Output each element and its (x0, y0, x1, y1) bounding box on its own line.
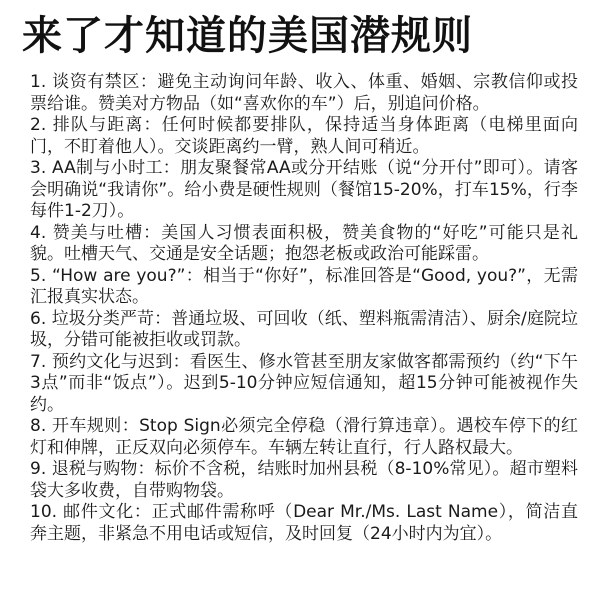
list-item-rule-1: 1. 谈资有禁区：避免主动询问年龄、收入、体重、婚姻、宗教信仰或投票给谁。赞美对方物品（如“喜欢你的车”）后，别追问价格。 (30, 72, 578, 114)
list-item-rule-8: 8. 开车规则：Stop Sign必须完全停稳（滑行算违章）。遇校车停下的红灯和伸牌，正反双向必须停车。车辆左转让直行，行人路权最大。 (30, 416, 578, 458)
list-item-rule-3: 3. AA制与小时工：朋友聚餐常AA或分开结账（说“分开付”即可）。请客会明确说“我请你”。给小费是硬性规则（餐馆15-20%，打车15%，行李每件1-2刀）。 (30, 158, 578, 221)
list-item-rule-2: 2. 排队与距离：任何时候都要排队，保持适当身体距离（电梯里面向门，不盯着他人）。交谈距离约一臂，熟人间可稍近。 (30, 115, 578, 157)
list-item-rule-5: 5. “How are you?”：相当于“你好”，标准回答是“Good, you?”，无需汇报真实状态。 (30, 265, 578, 307)
list-item-rule-4: 4. 赞美与吐槽：美国人习惯表面积极，赞美食物的“好吃”可能只是礼貌。吐槽天气、交通是安全话题；抱怨老板或政治可能踩雷。 (30, 222, 578, 264)
list-item-rule-7: 7. 预约文化与迟到：看医生、修水管甚至朋友家做客都需预约（约“下午3点”而非“饭点”）。迟到5-10分钟应短信通知，超15分钟可能被视作失约。 (30, 351, 578, 415)
rules-list (30, 72, 578, 545)
list-item-rule-9: 9. 退税与购物：标价不含税，结账时加州县税（8-10%常见）。超市塑料袋大多收费，自带购物袋。 (30, 459, 578, 501)
list-item-rule-10: 10. 邮件文化：正式邮件需称呼（Dear Mr./Ms. Last Name），简洁直奔主题，非紧急不用电话或短信，及时回复（24小时内为宜）。 (30, 502, 578, 544)
list-item-rule-6: 6. 垃圾分类严苛：普通垃圾、可回收（纸、塑料瓶需清洁）、厨余/庭院垃圾，分错可能被拒收或罚款。 (30, 308, 578, 350)
page-title: 来了才知道的美国潜规则 (22, 13, 473, 59)
